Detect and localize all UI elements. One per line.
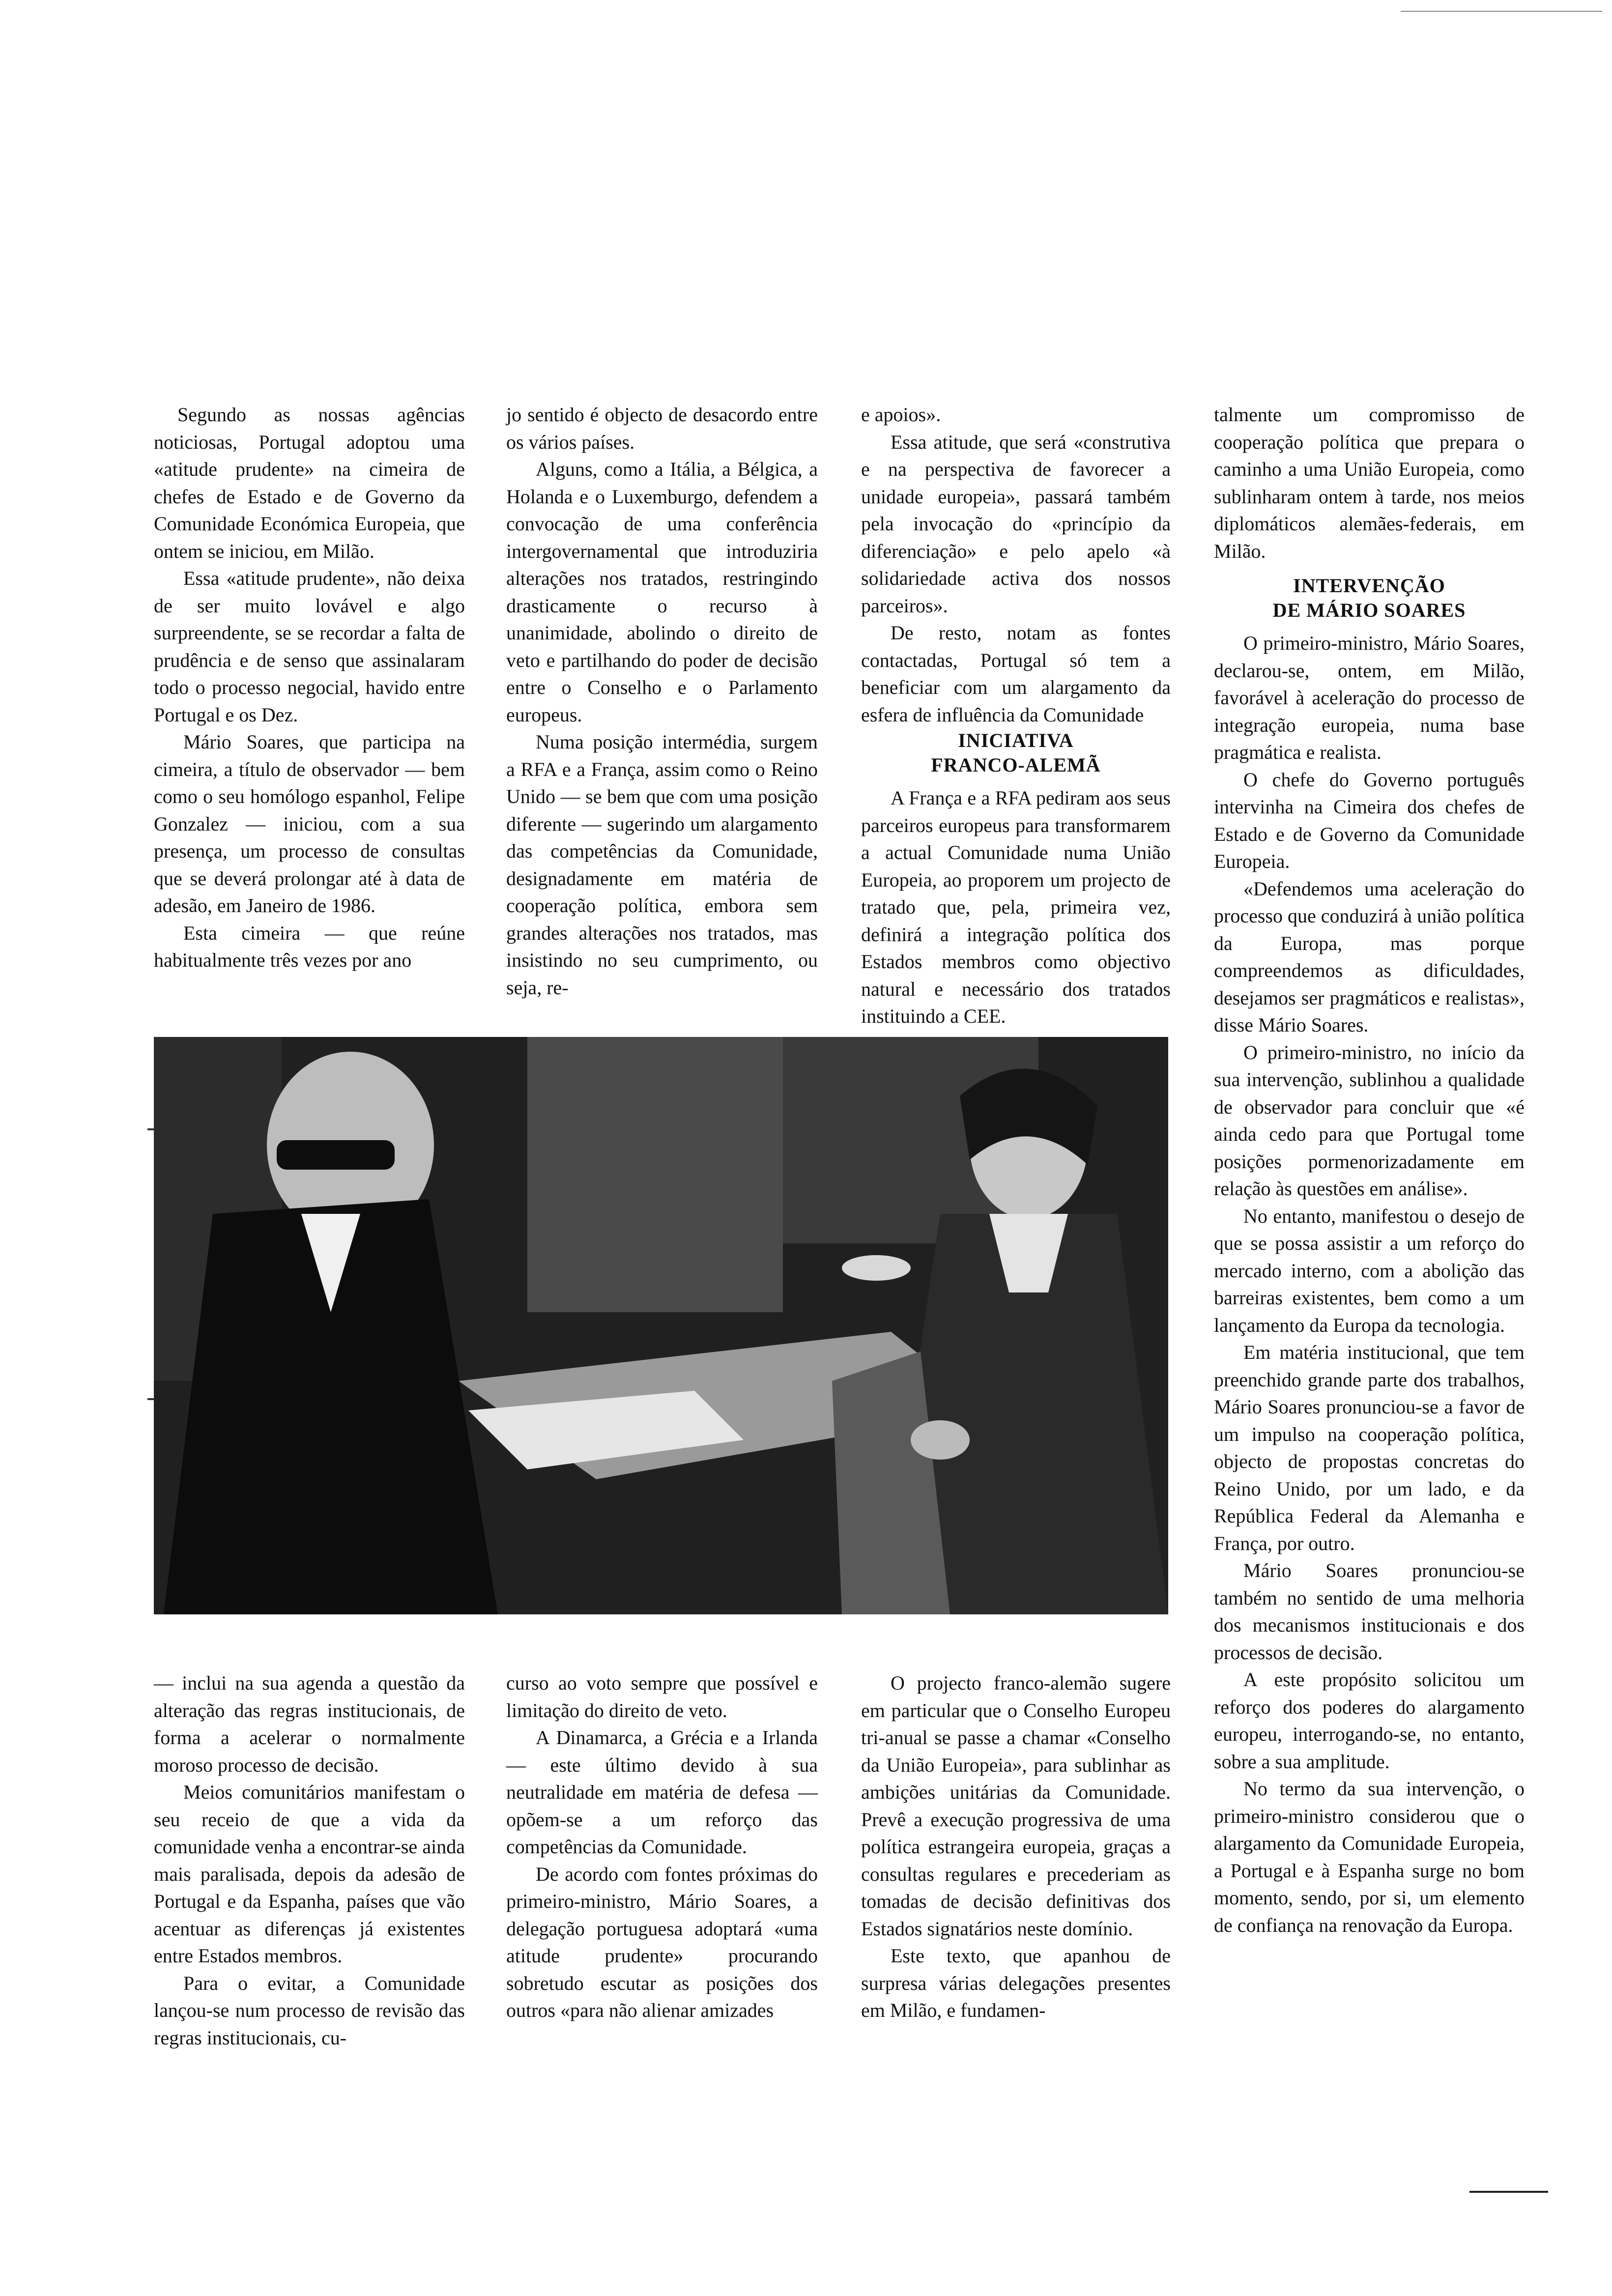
lower-column-3 — [861, 1669, 1171, 2024]
paragraph: jo sentido é objecto de desacordo entre os vários países. — [506, 403, 818, 453]
paragraph: Segundo as nossas agências noticiosas, Portugal adoptou uma «atitude prudente» na cimeira de chefes de Estado e de Governo da Comunidade Económica Europeia, que ontem se iniciou, em Milão. — [154, 403, 465, 562]
paragraph: «Defendemos uma aceleração do processo que conduzirá à união política da Europa, mas porque compreendemos as dificuldades, desejamos ser pragmáticos e realistas», disse Mário Soares. — [1214, 877, 1525, 1036]
paragraph: A Dinamarca, a Grécia e a Irlanda — este último devido à sua neutralidade em matéria de defesa — opõem-se a um reforço das competências da Comunidade. — [506, 1726, 818, 1858]
paragraph: O primeiro-ministro, no início da sua intervenção, sublinhou a qualidade de observador para concluir que «é ainda cedo para que Portugal tome posições pormenorizadamente em relação às questões em análise». — [1214, 1041, 1525, 1200]
top-rule — [1401, 11, 1602, 12]
photo-scene — [154, 1037, 1168, 1614]
upper-column-1 — [154, 401, 465, 974]
paragraph: Mário Soares, que participa na cimeira, a título de observador — bem como o seu homólogo espanhol, Felipe Gonzalez — iniciou, com a sua presença, um processo de consultas que se deverá prolongar até à data de adesão, em Janeiro de 1986. — [154, 731, 465, 917]
paragraph: Alguns, como a Itália, a Bélgica, a Holanda e o Luxemburgo, defendem a convocação de uma conferência intergovernamental que introduziria alterações nos tratados, restringindo drasticamente o recurso à unanimidade, abolindo o direito de veto e partilhando do poder de decisão entre o Conselho e o Parlamento europeus. — [506, 458, 818, 726]
paragraph: De resto, notam as fontes contactadas, Portugal só tem a beneficiar com um alargamento da esfera de influência da Comunidade — [861, 622, 1171, 726]
paragraph: A este propósito solicitou um reforço dos poderes do alargamento europeu, interrogando-se, no entanto, sobre a sua amplitude. — [1214, 1668, 1525, 1773]
paragraph: De acordo com fontes próximas do primeiro-ministro, Mário Soares, a delegação portuguesa adoptará «uma atitude prudente» procurando sobretudo escutar as posições dos outros «para não alienar amizades — [506, 1863, 818, 2021]
heading-line: INTERVENÇÃO — [1293, 574, 1445, 597]
paragraph: No entanto, manifestou o desejo de que se possa assistir a um reforço do mercado interno, com a abolição das barreiras existentes, bem como a um lançamento da Europa da tecnologia. — [1214, 1205, 1525, 1336]
paragraph: e apoios». — [861, 403, 941, 426]
upper-column-2 — [506, 401, 818, 1001]
lower-column-2 — [506, 1669, 818, 2024]
paragraph: Esta cimeira — que reúne habitualmente três vezes por ano — [154, 921, 465, 971]
paragraph: O chefe do Governo português intervinha na Cimeira dos chefes de Estado e de Governo da Comunidade Europeia. — [1214, 768, 1525, 872]
lower-column-1 — [154, 1669, 465, 2051]
paragraph: Em matéria institucional, que tem preenchido grande parte dos trabalhos, Mário Soares pronunciou-se a favor de um impulso na cooperação política, objecto de propostas concretas do Reino Unido, por um lado, e da República Federal da Alemanha e França, por outro. — [1214, 1341, 1525, 1554]
paragraph: Essa «atitude prudente», não deixa de ser muito lovável e algo surpreendente, se se recordar a falta de prudência e de senso que assinalaram todo o processo negocial, havido entre Portugal e os Dez. — [154, 567, 465, 726]
paragraph: Meios comunitários manifestam o seu receio de que a vida da comunidade venha a encontrar-se ainda mais paralisada, depois da adesão de Portugal e da Espanha, países que vão acentuar as diferenças já existentes entre Estados membros. — [154, 1781, 465, 1967]
paragraph: O primeiro-ministro, Mário Soares, declarou-se, ontem, em Milão, favorável à aceleração do processo de integração europeia, numa base pragmática e realista. — [1214, 632, 1525, 763]
paragraph: Essa atitude, que será «construtiva e na perspectiva de favorecer a unidade europeia», passará também pela invocação do «princípio da diferenciação» e pelo apelo «à solidariedade activa dos nossos parceiros». — [861, 430, 1171, 617]
right-column — [1214, 401, 1525, 1939]
heading-line: FRANCO-ALEMÃ — [931, 754, 1101, 776]
paragraph: talmente um compromisso de cooperação política que prepara o caminho a uma União Europeia, como sublinharam ontem à tarde, nos meios diplomáticos alemães-federais, em Milão. — [1214, 403, 1525, 562]
paragraph: — inclui na sua agenda a questão da alteração das regras institucionais, de forma a acelerar o normalmente moroso processo de decisão. — [154, 1672, 465, 1776]
heading-line: INICIATIVA — [958, 729, 1074, 751]
paragraph: No termo da sua intervenção, o primeiro-ministro considerou que o alargamento da Comunidade Europeia, a Portugal e à Espanha surge no bom momento, sendo, por si, um elemento de confiança na renovação da Europa. — [1214, 1778, 1525, 1936]
paragraph: Mário Soares pronunciou-se também no sentido de uma melhoria dos mecanismos institucionais e dos processos de decisão. — [1214, 1559, 1525, 1664]
margin-mark — [147, 1128, 154, 1130]
section-heading-intervencao — [1214, 574, 1525, 623]
margin-mark — [147, 1398, 154, 1400]
upper-column-3 — [861, 401, 1171, 1030]
paragraph: O projecto franco-alemão sugere em particular que o Conselho Europeu tri-anual se passe a chamar «Conselho da União Europeia», para sublinhar as ambições unitárias da Comunidade. Prevê a execução progressiva de uma política estrangeira europeia, graças a consultas regulares e precederiam as tomadas de decisão definitivas dos Estados signatários neste domínio. — [861, 1672, 1171, 1940]
heading-line: DE MÁRIO SOARES — [1272, 599, 1466, 621]
paragraph: Este texto, que apanhou de surpresa várias delegações presentes em Milão, e fundamen- — [861, 1945, 1171, 2021]
end-rule — [1469, 2191, 1548, 2193]
section-heading-iniciativa — [861, 728, 1171, 777]
paragraph: curso ao voto sempre que possível e limitação do direito de veto. — [506, 1672, 818, 1722]
news-photo — [154, 1037, 1168, 1614]
paragraph: A França e a RFA pediram aos seus parceiros europeus para transformarem a actual Comunidade numa União Europeia, ao proporem um projecto de tratado que, pela, primeira vez, definirá a integração política dos Estados membros como objectivo natural e necessário dos tratados instituindo a CEE. — [861, 787, 1171, 1027]
paragraph: Numa posição intermédia, surgem a RFA e a França, assim como o Reino Unido — se bem que com uma posição diferente — sugerindo um alargamento das competências da Comunidade, designadamente em matéria de cooperação política, embora sem grandes alterações nos tratados, mas insistindo no seu cumprimento, ou seja, re- — [506, 731, 818, 999]
paragraph: Para o evitar, a Comunidade lançou-se num processo de revisão das regras institucionais, cu- — [154, 1972, 465, 2049]
